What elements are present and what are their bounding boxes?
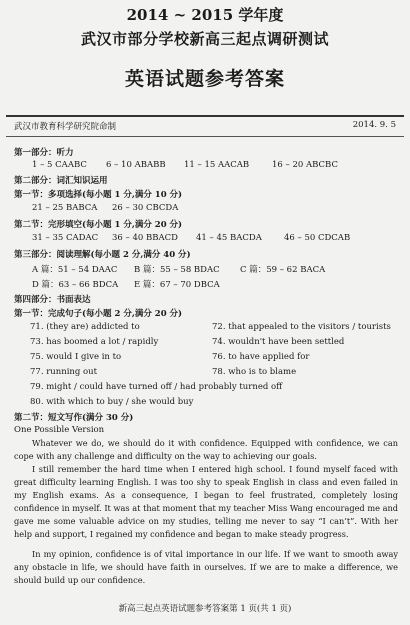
part2-sec1-title: 第一节：多项选择(每小题 1 分,满分 10 分)	[14, 190, 183, 200]
part2-sec2-title: 第二节：完形填空(每小题 1 分,满分 20 分)	[14, 220, 183, 230]
reading-answers: E 篇：67 – 70 DBCA	[134, 280, 220, 290]
sentence-answer: 73. has boomed a lot / rapidly	[30, 337, 159, 347]
answer-range: 46 – 50 CDCAB	[284, 233, 351, 243]
part1-title: 第一部分：听力	[14, 148, 74, 158]
exam-name: 武汉市部分学校新高三起点调研测试	[80, 30, 329, 48]
issue-date: 2014. 9. 5	[352, 120, 396, 130]
sentence-answer: 71. (they are) addicted to	[30, 322, 140, 332]
essay-paragraph: In my opinion, confidence is of vital importance in our life. If we want to smooth away any obstacle in life, we should have faith in ourselves. If we are to make a difference, we should build up our confidence.	[14, 549, 398, 585]
part4-sec1-title: 第一节：完成句子(每小题 2 分,满分 20 分)	[14, 309, 183, 319]
answer-range: 16 – 20 ABCBC	[272, 160, 338, 170]
answer-range: 31 – 35 CADAC	[32, 233, 99, 243]
sentence-answer: 72. that appealed to the visitors / tourists	[212, 322, 391, 332]
document-title: 英语试题参考答案	[124, 68, 285, 90]
part4-title: 第四部分：书面表达	[14, 295, 91, 305]
sentence-answer: 80. with which to buy / she would buy	[30, 397, 194, 407]
answer-range: 36 – 40 BBACD	[112, 233, 178, 243]
header-rule	[6, 115, 404, 117]
essay-paragraph: I still remember the hard time when I entered high school. I found myself faced with great difficulty learning English. I was too shy to speak English in class and even failed in my English exams. As a consequence, I began to feel frustrated, completely losing confidence in myself. It was at that moment that my teacher Miss Wang encouraged me and gave me some valuable advice on my studies, telling me never to say “I can’t”. With her help and support, I regained my confidence and began to make steady progress.	[14, 464, 398, 539]
reading-answers: B 篇：55 – 58 BDAC	[134, 265, 220, 275]
part2-title: 第二部分：词汇知识运用	[14, 176, 108, 186]
part3-title: 第三部分：阅读理解(每小题 2 分,满分 40 分)	[14, 250, 191, 260]
reading-answers: D 篇：63 – 66 BDCA	[32, 280, 119, 290]
part4-sec2-title: 第二节：短文写作(满分 30 分)	[14, 413, 134, 423]
answer-range: 6 – 10 ABABB	[106, 160, 166, 170]
answer-range: 26 – 30 CBCDA	[112, 203, 179, 213]
header-rule-thin	[6, 136, 404, 137]
sentence-answer: 79. might / could have turned off / had probably turned off	[30, 382, 283, 392]
school-year: 2014 ~ 2015 学年度	[126, 6, 284, 24]
sentence-answer: 78. who is to blame	[212, 367, 297, 377]
answer-range: 11 – 15 AACAB	[184, 160, 250, 170]
page-footer: 新高三起点英语试题参考答案第 1 页(共 1 页)	[118, 604, 292, 614]
issuer: 武汉市教育科学研究院命制	[14, 122, 117, 132]
version-label: One Possible Version	[14, 425, 105, 435]
answer-range: 21 – 25 BABCA	[32, 203, 98, 213]
reading-answers: C 篇：59 – 62 BACA	[240, 265, 326, 275]
answer-range: 41 – 45 BACDA	[196, 233, 262, 243]
reading-answers: A 篇：51 – 54 DAAC	[32, 265, 118, 275]
essay-paragraph: Whatever we do, we should do it with confidence. Equipped with confidence, we can cope with any challenge and difficulty on the way to achieving our goals.	[14, 438, 398, 461]
answer-range: 1 – 5 CAABC	[32, 160, 87, 170]
sentence-answer: 75. would I give in to	[30, 352, 122, 362]
sentence-answer: 74. wouldn't have been settled	[212, 337, 345, 347]
sentence-answer: 77. running out	[30, 367, 98, 377]
sentence-answer: 76. to have applied for	[212, 352, 310, 362]
